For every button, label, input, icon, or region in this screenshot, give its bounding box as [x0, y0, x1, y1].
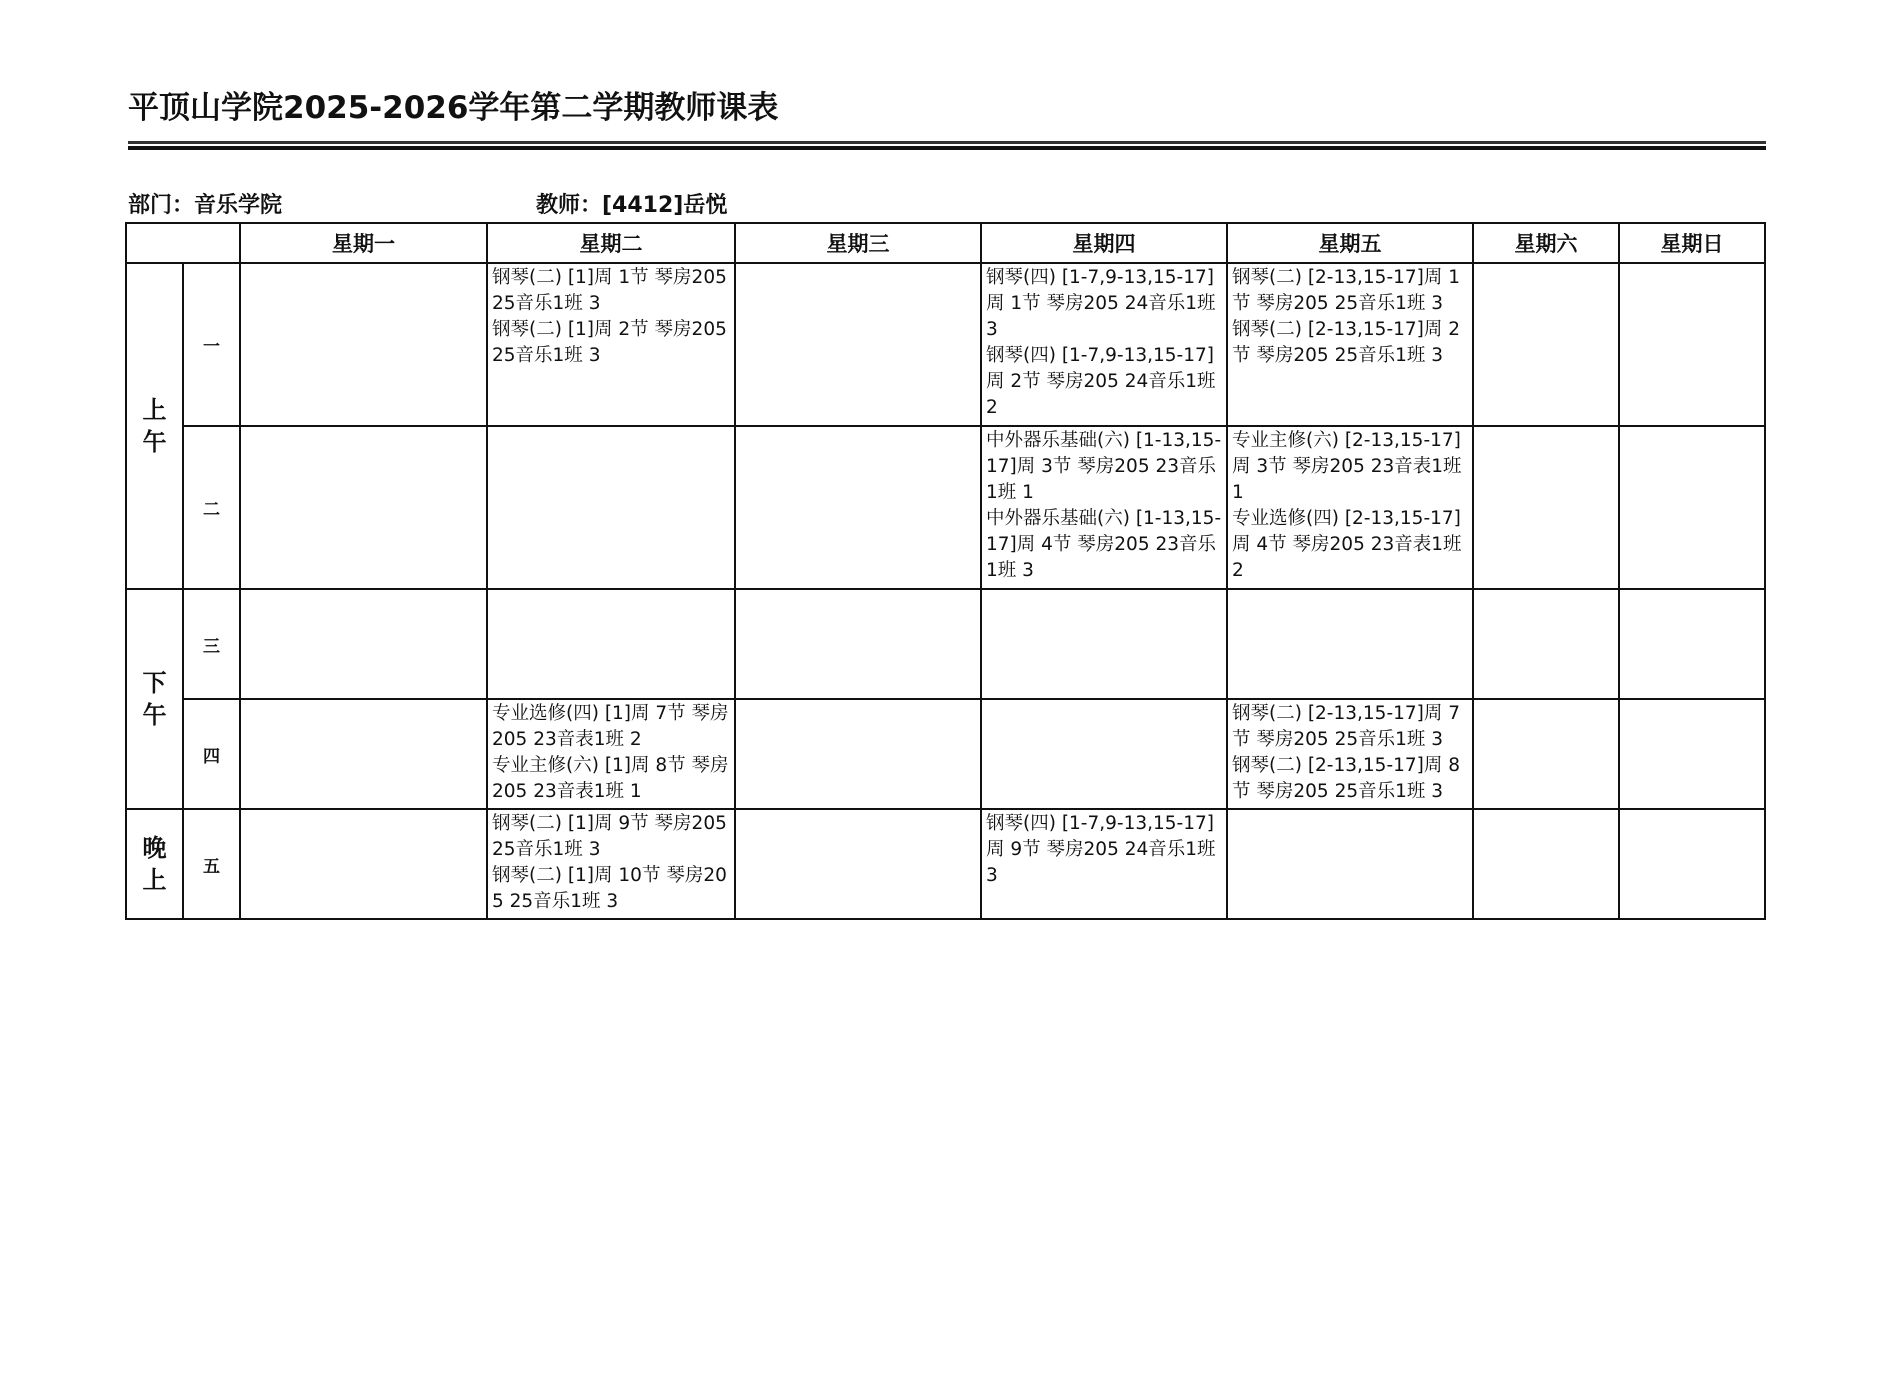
- course-entry: 钢琴(二) [2-13,15-17]周 2节 琴房205 25音乐1班 3: [1232, 319, 1461, 366]
- header-day: 星期六: [1473, 223, 1619, 263]
- period-row: [126, 589, 1765, 699]
- header-day: 星期日: [1619, 223, 1765, 263]
- course-entry: 专业选修(四) [1]周 7节 琴房205 23音表1班 2: [492, 703, 729, 750]
- schedule-cell: [735, 699, 981, 809]
- period-number: 四: [183, 699, 240, 809]
- schedule-cell: [487, 426, 735, 589]
- schedule-cell: [240, 589, 487, 699]
- header-day: 星期三: [735, 223, 981, 263]
- period-group-afternoon: [126, 589, 183, 809]
- header-row: [126, 223, 1765, 263]
- department-label: 部门：音乐学院: [128, 193, 283, 218]
- schedule-cell: [1619, 426, 1765, 589]
- schedule-cell: [240, 809, 487, 919]
- schedule-cell: [735, 589, 981, 699]
- schedule-cell: [1473, 426, 1619, 589]
- schedule-cell: [981, 263, 1227, 426]
- period-number: 三: [183, 589, 240, 699]
- schedule-cell: [981, 809, 1227, 919]
- schedule-table: [125, 222, 1766, 920]
- schedule-cell: [240, 263, 487, 426]
- course-entry: 专业主修(六) [1]周 8节 琴房205 23音表1班 1: [492, 755, 729, 802]
- schedule-cell: [1619, 809, 1765, 919]
- course-entry: 钢琴(二) [2-13,15-17]周 1节 琴房205 25音乐1班 3: [1232, 267, 1461, 314]
- title-divider-thick: [128, 146, 1766, 150]
- schedule-cell: [1227, 809, 1473, 919]
- teacher-label: 教师：[4412]岳悦: [536, 193, 728, 218]
- schedule-cell: [1619, 699, 1765, 809]
- schedule-cell: [1227, 263, 1473, 426]
- period-number: 二: [183, 426, 240, 589]
- page-title: 平顶山学院2025-2026学年第二学期教师课表: [128, 90, 779, 126]
- schedule-cell: [981, 426, 1227, 589]
- schedule-cell: [1619, 263, 1765, 426]
- course-entry: 钢琴(二) [2-13,15-17]周 8节 琴房205 25音乐1班 3: [1232, 755, 1461, 802]
- schedule-cell: [1227, 426, 1473, 589]
- schedule-cell: [487, 589, 735, 699]
- course-entry: 专业主修(六) [2-13,15-17]周 3节 琴房205 23音表1班 1: [1232, 430, 1462, 503]
- schedule-cell: [1227, 589, 1473, 699]
- header-day: 星期二: [487, 223, 735, 263]
- title-divider: [128, 141, 1766, 144]
- course-entry: 中外器乐基础(六) [1-13,15-17]周 3节 琴房205 23音乐1班 1: [986, 430, 1222, 503]
- schedule-cell: [735, 263, 981, 426]
- course-entry: 钢琴(二) [2-13,15-17]周 7节 琴房205 25音乐1班 3: [1232, 703, 1461, 750]
- group-label: 晚 上: [142, 834, 167, 894]
- period-row: [126, 699, 1765, 809]
- schedule-cell: [735, 809, 981, 919]
- course-entry: 钢琴(二) [1]周 9节 琴房205 25音乐1班 3: [492, 813, 727, 860]
- course-entry: 专业选修(四) [2-13,15-17]周 4节 琴房205 23音表1班 2: [1232, 508, 1462, 581]
- course-entry: 钢琴(四) [1-7,9-13,15-17]周 2节 琴房205 24音乐1班 2: [986, 345, 1216, 418]
- header-day: 星期五: [1227, 223, 1473, 263]
- course-entry: 钢琴(二) [1]周 10节 琴房205 25音乐1班 3: [492, 865, 727, 912]
- period-row: [126, 426, 1765, 589]
- course-entry: 钢琴(二) [1]周 2节 琴房205 25音乐1班 3: [492, 319, 727, 366]
- period-group-evening: [126, 809, 183, 919]
- group-label: 下 午: [142, 669, 167, 729]
- course-entry: 钢琴(二) [1]周 1节 琴房205 25音乐1班 3: [492, 267, 727, 314]
- header-corner: [126, 223, 240, 263]
- schedule-cell: [1619, 589, 1765, 699]
- schedule-cell: [487, 699, 735, 809]
- schedule-cell: [1473, 589, 1619, 699]
- period-row: [126, 263, 1765, 426]
- schedule-cell: [981, 589, 1227, 699]
- schedule-cell: [1473, 699, 1619, 809]
- schedule-cell: [735, 426, 981, 589]
- period-row: [126, 809, 1765, 919]
- period-group-morning: [126, 263, 183, 589]
- schedule-cell: [240, 699, 487, 809]
- header-day: 星期四: [981, 223, 1227, 263]
- schedule-cell: [487, 263, 735, 426]
- group-label: 上 午: [142, 396, 167, 456]
- schedule-cell: [1473, 263, 1619, 426]
- schedule-cell: [240, 426, 487, 589]
- period-number: 五: [183, 809, 240, 919]
- schedule-cell: [1227, 699, 1473, 809]
- header-day: 星期一: [240, 223, 487, 263]
- course-entry: 中外器乐基础(六) [1-13,15-17]周 4节 琴房205 23音乐1班 3: [986, 508, 1222, 581]
- schedule-cell: [1473, 809, 1619, 919]
- schedule-cell: [487, 809, 735, 919]
- schedule-cell: [981, 699, 1227, 809]
- course-entry: 钢琴(四) [1-7,9-13,15-17]周 9节 琴房205 24音乐1班 3: [986, 813, 1216, 886]
- period-number: 一: [183, 263, 240, 426]
- course-entry: 钢琴(四) [1-7,9-13,15-17]周 1节 琴房205 24音乐1班 3: [986, 267, 1216, 340]
